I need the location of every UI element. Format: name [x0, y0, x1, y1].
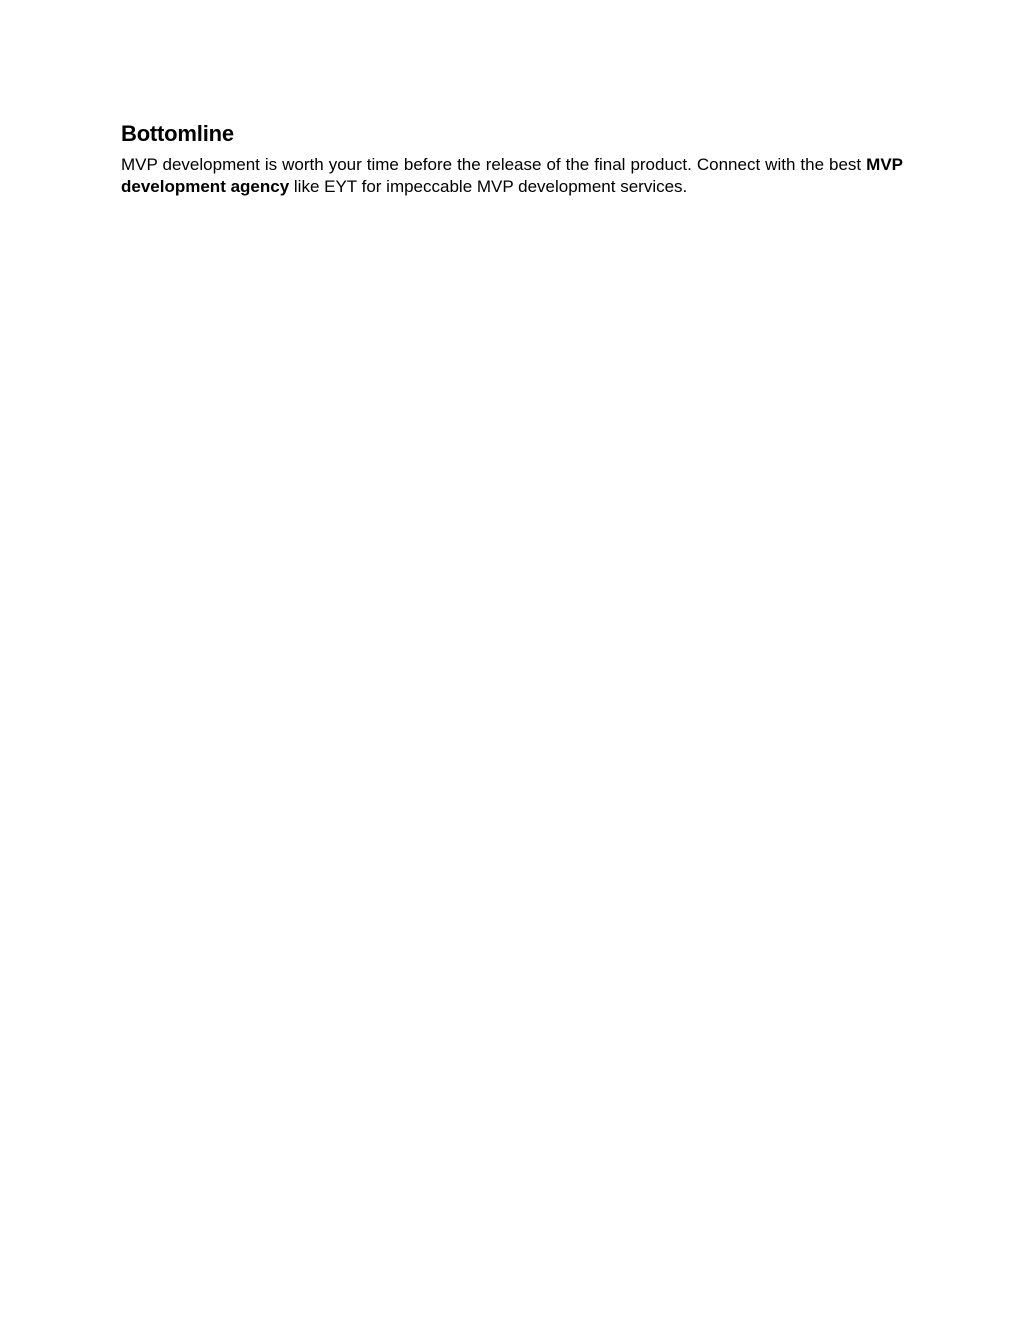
- document-content: [121, 120, 903, 198]
- paragraph-text-before: MVP development is worth your time before the release of the final product. Connect with the best: [121, 155, 867, 174]
- section-heading: Bottomline: [121, 121, 234, 146]
- paragraph-text-after: like EYT for impeccable MVP development services.: [289, 177, 688, 196]
- agency-emphasis: MVP development agency: [121, 155, 903, 196]
- body-paragraph: [121, 154, 903, 198]
